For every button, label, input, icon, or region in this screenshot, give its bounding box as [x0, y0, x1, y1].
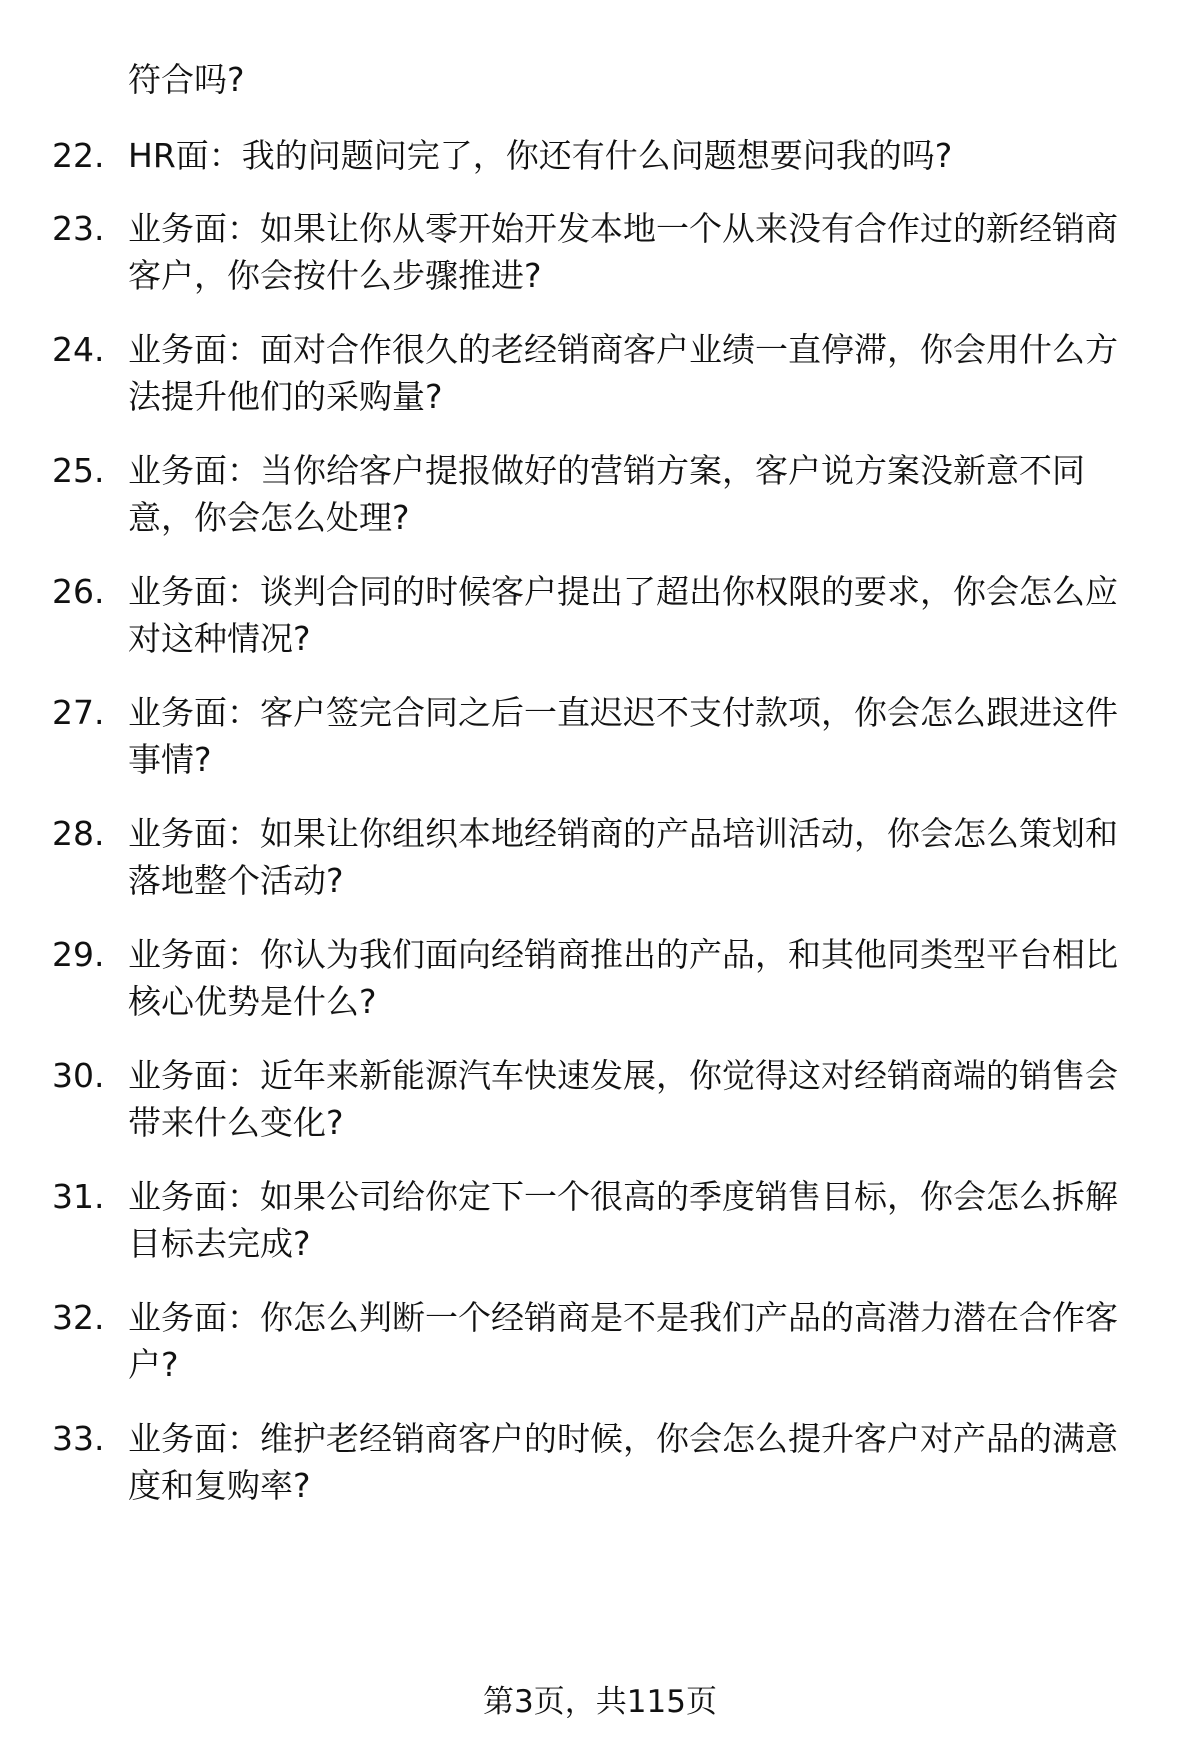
question-number: 31. — [52, 1177, 105, 1216]
question-text: 业务面：如果公司给你定下一个很高的季度销售目标，你会怎么拆解目标去完成? — [128, 1177, 1118, 1263]
question-text: 业务面：近年来新能源汽车快速发展，你觉得这对经销商端的销售会带来什么变化? — [128, 1056, 1118, 1142]
question-number: 25. — [52, 451, 105, 490]
question-text: 业务面：如果让你组织本地经销商的产品培训活动，你会怎么策划和落地整个活动? — [128, 814, 1118, 900]
question-text: 业务面：维护老经销商客户的时候，你会怎么提升客户对产品的满意度和复购率? — [128, 1419, 1118, 1505]
question-number: 26. — [52, 572, 105, 611]
question-number: 23. — [52, 209, 105, 248]
question-text: 业务面：当你给客户提报做好的营销方案，客户说方案没新意不同意，你会怎么处理? — [128, 451, 1085, 537]
question-number: 22. — [52, 136, 105, 175]
question-number: 27. — [52, 693, 105, 732]
question-text: 业务面：客户签完合同之后一直迟迟不支付款项，你会怎么跟进这件事情? — [128, 693, 1118, 779]
question-text: HR面：我的问题问完了，你还有什么问题想要问我的吗? — [128, 136, 953, 175]
page-footer: 第3页，共115页 — [483, 1684, 717, 1720]
question-number: 32. — [52, 1298, 105, 1337]
question-number: 28. — [52, 814, 105, 853]
question-text: 业务面：你怎么判断一个经销商是不是我们产品的高潜力潜在合作客户? — [128, 1298, 1118, 1384]
question-number: 30. — [52, 1056, 105, 1095]
question-number: 24. — [52, 330, 105, 369]
continued-question-text: 符合吗? — [128, 60, 245, 99]
question-number: 33. — [52, 1419, 105, 1458]
question-text: 业务面：你认为我们面向经销商推出的产品，和其他同类型平台相比核心优势是什么? — [128, 935, 1118, 1021]
question-text: 业务面：如果让你从零开始开发本地一个从来没有合作过的新经销商客户，你会按什么步骤推进? — [128, 209, 1118, 295]
question-number: 29. — [52, 935, 105, 974]
question-text: 业务面：面对合作很久的老经销商客户业绩一直停滞，你会用什么方法提升他们的采购量? — [128, 330, 1118, 416]
question-text: 业务面：谈判合同的时候客户提出了超出你权限的要求，你会怎么应对这种情况? — [128, 572, 1118, 658]
